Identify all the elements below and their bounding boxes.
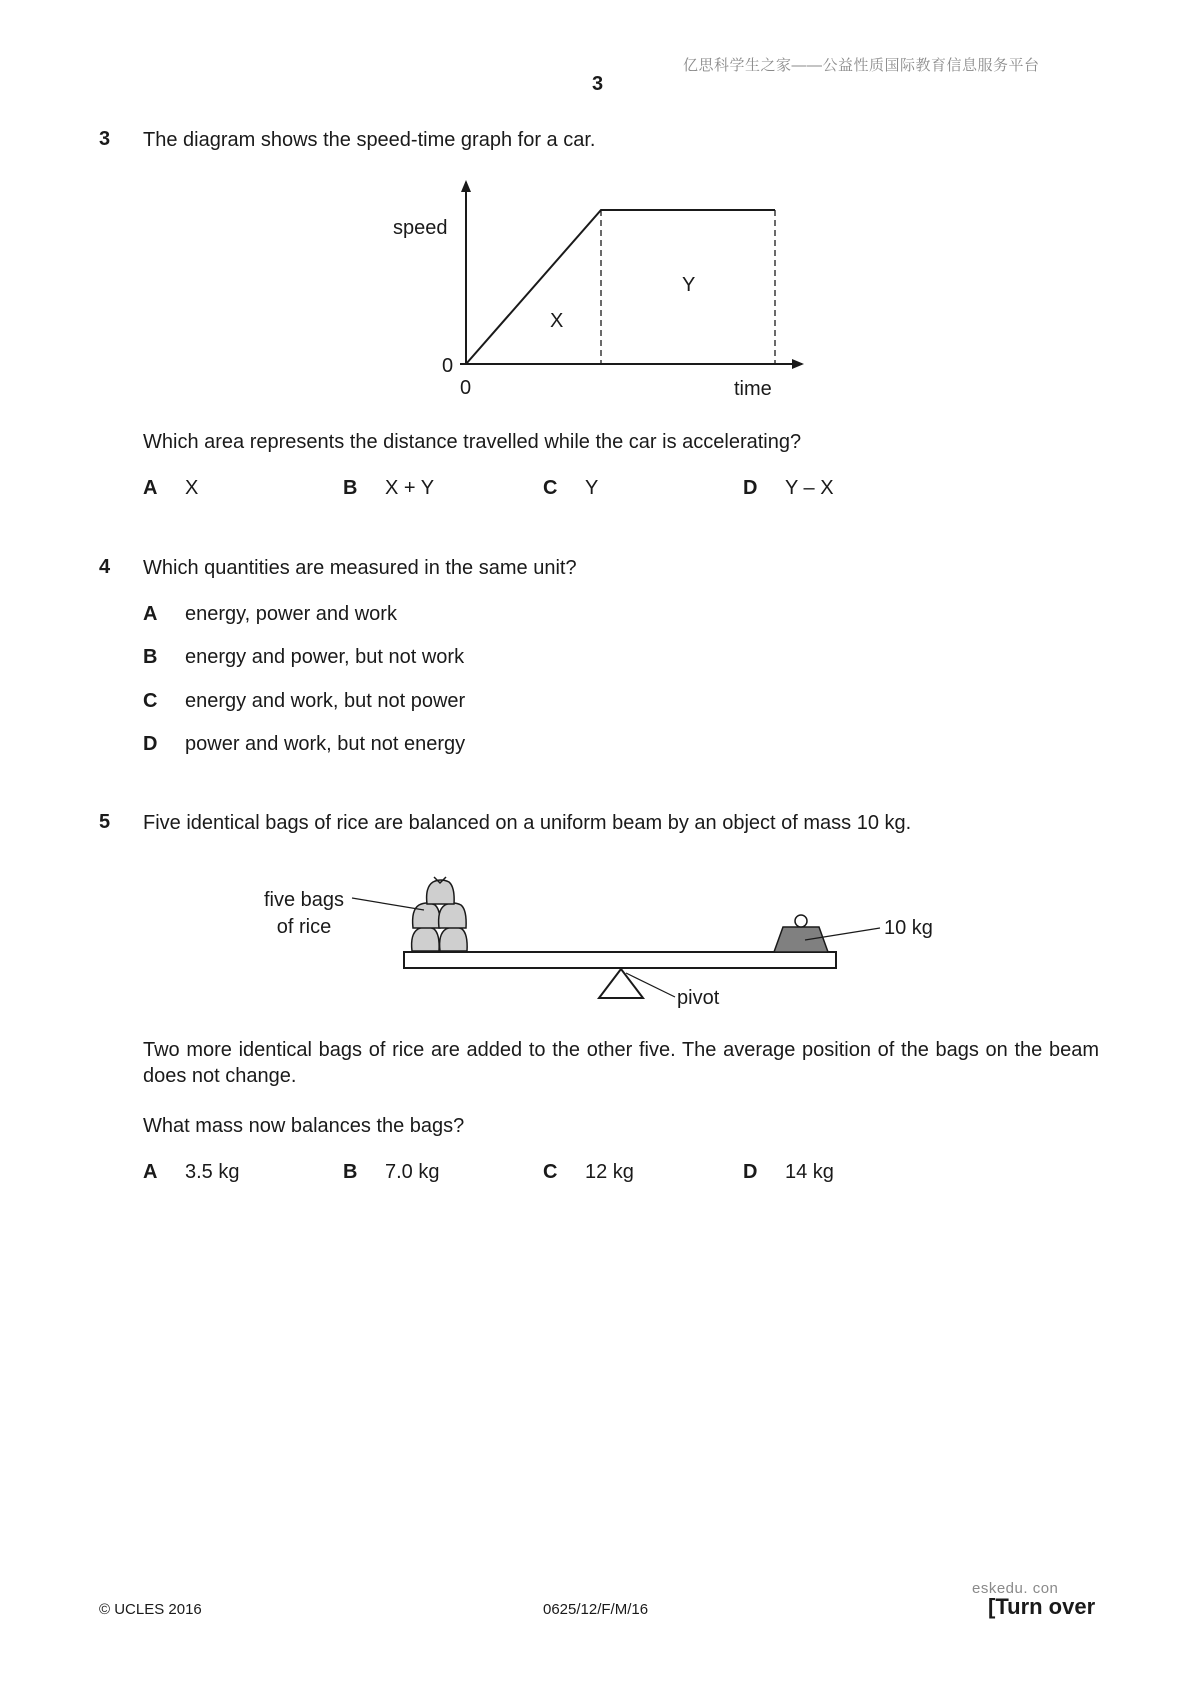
q4-option-d-letter: D [143, 733, 158, 755]
q5-option-b-text: 7.0 kg [385, 1161, 440, 1183]
q3-option-d-text: Y – X [785, 477, 834, 499]
q4-option-a-letter: A [143, 603, 158, 625]
q3-option-b-text: X + Y [385, 477, 435, 499]
q3-option-d-letter: D [743, 477, 758, 499]
rice-bag [412, 927, 440, 951]
mass-handle [795, 915, 807, 927]
q4-option-b-letter: B [143, 646, 158, 668]
q4-stem: Which quantities are measured in the same unit? [143, 557, 577, 579]
q5-question: What mass now balances the bags? [143, 1115, 465, 1137]
q5-option-a-text: 3.5 kg [185, 1161, 240, 1183]
footer-copyright: © UCLES 2016 [99, 1601, 202, 1618]
header-watermark: 亿思科学生之家——公益性质国际教育信息服务平台 [683, 57, 1040, 74]
footer-watermark: eskedu. con [972, 1580, 1059, 1597]
q3-option-a-letter: A [143, 477, 158, 499]
rice-bag [439, 903, 467, 928]
region-x-label: X [550, 310, 564, 332]
region-y-label: Y [682, 274, 696, 296]
q4-option-d-text: power and work, but not energy [185, 733, 466, 755]
q4-option-c-letter: C [143, 690, 158, 712]
rice-bag [413, 903, 441, 928]
mass-block [774, 927, 828, 952]
bags-label-line2: of rice [276, 916, 332, 938]
pivot-triangle [599, 969, 643, 998]
q4-option-c-text: energy and work, but not power [185, 690, 466, 712]
footer-paper-code: 0625/12/F/M/16 [543, 1601, 649, 1618]
pivot-label: pivot [677, 987, 720, 1009]
q4-number: 4 [99, 556, 111, 578]
speed-line [466, 210, 775, 364]
q5-option-a-letter: A [143, 1161, 158, 1183]
origin-y-label: 0 [442, 355, 454, 377]
mass-label: 10 kg [884, 917, 933, 939]
q3-number: 3 [99, 128, 111, 150]
rice-bags [412, 877, 468, 951]
q5-number: 5 [99, 811, 111, 833]
q5-option-c-letter: C [543, 1161, 558, 1183]
q4-option-a-text: energy, power and work [185, 603, 397, 625]
speed-time-graph [0, 0, 1190, 420]
beam [404, 952, 836, 968]
q5-stem: Five identical bags of rice are balanced on a uniform beam by an object of mass 10 kg. [143, 812, 912, 834]
bags-leader-line [352, 898, 424, 910]
q5-option-b-letter: B [343, 1161, 358, 1183]
q5-paragraph: Two more identical bags of rice are added to the other five. The average position of the bags on the beam does not change. [143, 1039, 1099, 1087]
rice-bag [440, 927, 468, 951]
q3-option-a-text: X [185, 477, 199, 499]
turn-over-label: [Turn over [988, 1594, 1096, 1619]
q3-stem: The diagram shows the speed-time graph for a car. [143, 129, 596, 151]
q5-option-d-letter: D [743, 1161, 758, 1183]
q4-option-b-text: energy and power, but not work [185, 646, 465, 668]
y-axis-label: speed [393, 217, 448, 239]
q5-option-d-text: 14 kg [785, 1161, 834, 1183]
origin-x-label: 0 [460, 377, 472, 399]
q3-question: Which area represents the distance travelled while the car is accelerating? [143, 431, 802, 453]
bags-label-line1: five bags [263, 889, 345, 911]
q3-option-b-letter: B [343, 477, 358, 499]
page-number: 3 [592, 73, 604, 95]
q3-option-c-letter: C [543, 477, 558, 499]
q3-option-c-text: Y [585, 477, 599, 499]
x-axis-label: time [734, 378, 772, 400]
q5-option-c-text: 12 kg [585, 1161, 634, 1183]
beam-balance-diagram [0, 840, 1190, 1020]
